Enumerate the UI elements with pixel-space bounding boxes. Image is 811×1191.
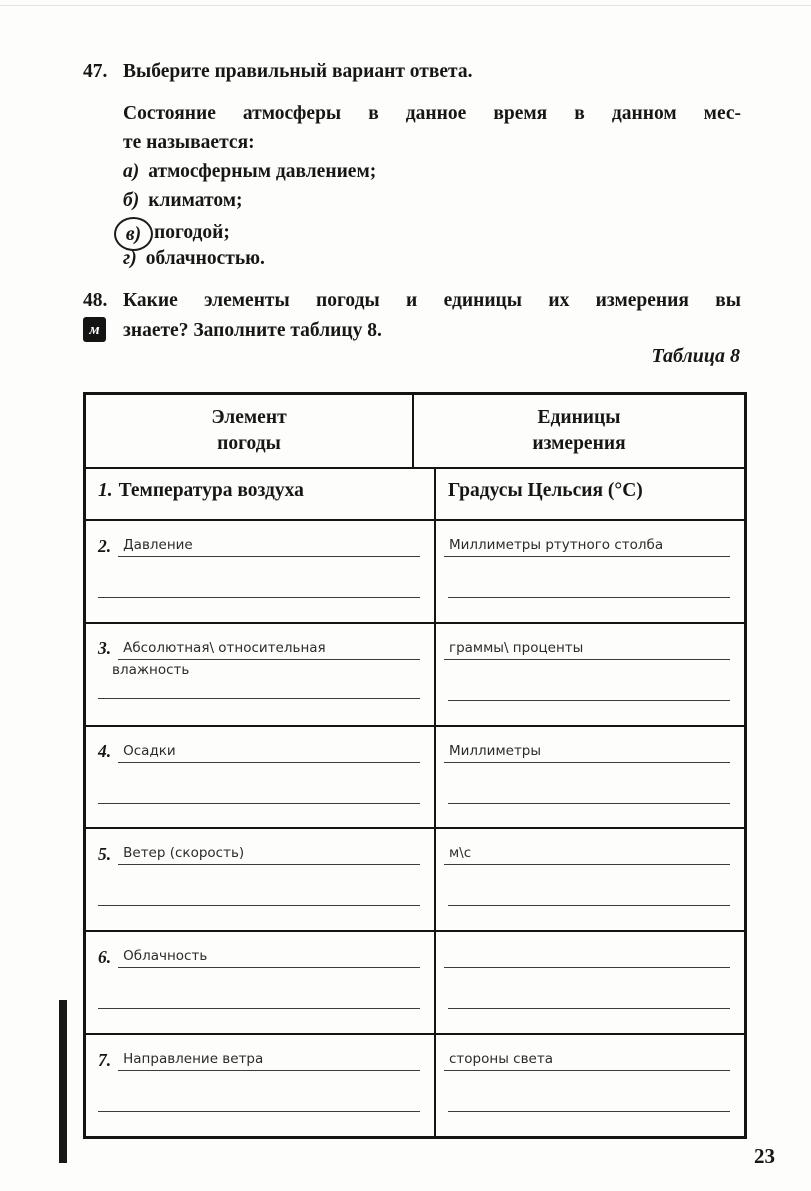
element-cell [86,469,436,519]
header-text: измерения [532,433,626,454]
units-cell [436,624,744,725]
handwritten-element-line2: влажность [112,661,190,678]
option-letter: б) [123,190,140,211]
answer-line [444,630,730,660]
question-47 [83,57,741,273]
units-cell [436,727,744,828]
question-47-number: 47. [83,61,108,82]
element-cell [86,829,436,930]
answer-line [444,835,730,865]
blank-line [98,763,420,804]
handwritten-units: Миллиметры ртутного столба [444,537,730,557]
scan-artifact-bar [59,1000,67,1163]
option-letter: г) [123,248,137,269]
table-row-2 [86,521,744,624]
blank-line [448,968,730,1009]
blank-line [448,660,730,701]
row-number: 6. [98,946,112,967]
option-text: облачностью. [145,248,265,269]
blank-line [448,865,730,906]
handwritten-element: Осадки [118,743,420,763]
handwritten-element: Давление [118,537,420,557]
handwritten-units: стороны света [444,1051,730,1071]
blank-line [98,678,420,699]
units-cell [436,1035,744,1136]
row-number: 1. [98,480,113,501]
answer-line [444,733,730,763]
handwritten-element: Облачность [118,948,420,968]
units-cell: Градусы Цельсия (°С) [448,480,643,501]
answer-option-b [123,186,741,215]
table-row-1 [86,469,744,521]
element-cell [86,727,436,828]
row-number: 3. [98,638,112,659]
option-letter: в) [125,223,142,245]
handwritten-element: Направление ветра [118,1051,420,1071]
blank-line [98,865,420,906]
question-48-number: 48. [83,290,108,311]
element-cell [86,1035,436,1136]
option-text: атмосферным давлением; [148,161,377,182]
answer-line [94,733,420,763]
answer-line [444,1041,730,1071]
question-48 [83,286,741,346]
header-cell-element [86,395,414,467]
header-text: Единицы [537,407,621,428]
question-48-line2: знаете? Заполните таблицу 8. [123,320,382,341]
header-text: Элемент [211,407,287,428]
answer-option-a [123,157,741,186]
handwritten-units: м\с [444,845,730,865]
answer-options [123,157,741,273]
table-row-7 [86,1035,744,1136]
row-number: 2. [98,535,112,556]
answer-option-v [123,215,741,244]
header-cell-units [414,395,744,467]
row-number: 4. [98,741,112,762]
answer-line [94,835,420,865]
table-row-6 [86,932,744,1035]
blank-line [98,968,420,1009]
option-letter: а) [123,161,140,182]
option-text: климатом; [148,190,243,211]
table-row-4 [86,727,744,830]
element-cell [86,624,436,725]
table-row-3 [86,624,744,727]
handwritten-element: Ветер (скорость) [118,845,420,865]
header-text: погоды [217,433,281,454]
answer-line [94,938,420,968]
table-header-row [86,395,744,469]
question-48-line1: Какие элементы погоды и единицы их измерения вы [123,290,741,311]
blank-line [98,557,420,598]
page-number: 23 [754,1144,775,1168]
blank-line [448,763,730,804]
table-caption: Таблица 8 [651,345,740,367]
answer-line [444,527,730,557]
question-47-body-line1: Состояние атмосферы в данное время в данном мес- [123,103,741,124]
answer-line [94,1041,420,1071]
element-cell [86,521,436,622]
question-47-body-line2: те называется: [123,132,255,153]
row-number: 7. [98,1049,112,1070]
handwritten-units: Миллиметры [444,743,730,763]
units-cell [436,932,744,1033]
answer-option-g [123,244,741,273]
answer-line [444,938,730,968]
table-row-5 [86,829,744,932]
answer-line [94,527,420,557]
weather-elements-table [83,392,747,1139]
margin-icon: м [83,317,106,342]
units-cell [436,521,744,622]
blank-line [448,557,730,598]
option-text: погодой; [154,221,230,243]
units-cell [436,829,744,930]
row-number: 5. [98,843,112,864]
handwritten-units: граммы\ проценты [444,640,730,660]
blank-line [98,1071,420,1112]
element-text: Температура воздуха [118,480,304,501]
blank-line [448,1071,730,1112]
scan-top-edge [0,5,811,6]
handwritten-element: Абсолютная\ относительная [118,640,420,660]
answer-line [94,630,420,660]
element-cell [86,932,436,1033]
question-47-prompt: Выберите правильный вариант ответа. [123,61,473,82]
